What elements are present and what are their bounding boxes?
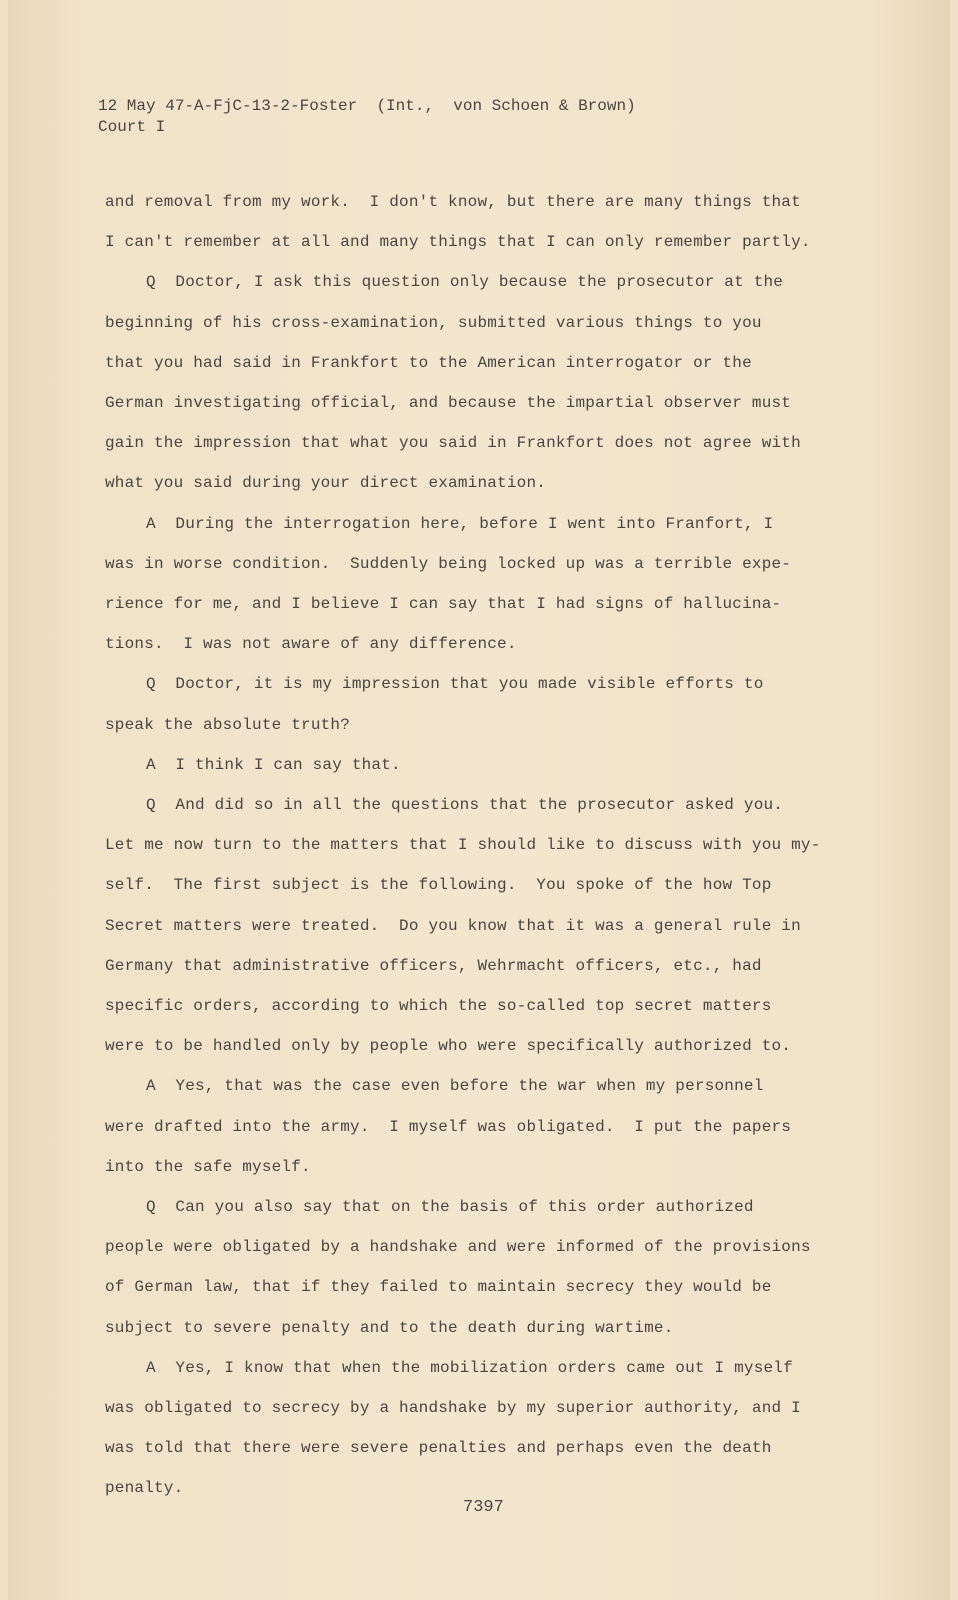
transcript-line: that you had said in Frankfort to the American interrogator or the [105, 353, 752, 372]
transcript-line: specific orders, according to which the so-called top secret matters [105, 997, 772, 1015]
transcript-line: gain the impression that what you said in Frankfort does not agree with [105, 434, 801, 453]
transcript-line: and removal from my work. I don't know, but there are many things that [105, 193, 801, 211]
transcript-line: of German law, that if they failed to maintain secrecy they would be [105, 1278, 772, 1297]
transcript-line: were drafted into the army. I myself was obligated. I put the papers [105, 1117, 792, 1136]
transcript-line: speak the absolute truth? [105, 715, 351, 734]
transcript-line: was told that there were severe penalties and perhaps even the death [105, 1439, 772, 1458]
transcript-line: subject to severe penalty and to the death during wartime. [105, 1318, 674, 1337]
transcript-line: was obligated to secrecy by a handshake by my superior authority, and I [105, 1399, 801, 1417]
transcript-line: people were obligated by a handshake and were informed of the provisions [105, 1238, 811, 1257]
transcript-line: Germany that administrative officers, Wehrmacht officers, etc., had [105, 956, 762, 975]
page-number: 7397 [463, 1498, 504, 1517]
transcript-line: A Yes, that was the case even before the war when my personnel [146, 1077, 764, 1096]
transcript-line: beginning of his cross-examination, submitted various things to you [105, 313, 762, 332]
transcript-line: were to be handled only by people who were specifically authorized to. [105, 1037, 792, 1056]
transcript-line: Q And did so in all the questions that the prosecutor asked you. [146, 796, 784, 814]
header-line-2: Court I [98, 118, 166, 136]
document-page [8, 0, 950, 1600]
transcript-line: into the safe myself. [105, 1157, 311, 1176]
transcript-line: what you said during your direct examination. [105, 474, 547, 493]
header-line-1: 12 May 47-A-FjC-13-2-Foster (Int., von Schoen & Brown) [98, 97, 636, 115]
transcript-line: German investigating official, and because the impartial observer must [105, 394, 792, 412]
transcript-line: I can't remember at all and many things that I can only remember partly. [105, 233, 811, 252]
transcript-line: Q Doctor, I ask this question only because the prosecutor at the [146, 273, 784, 292]
transcript-line: Q Can you also say that on the basis of this order authorized [146, 1198, 754, 1216]
transcript-line: rience for me, and I believe I can say that I had signs of hallucina- [105, 595, 782, 613]
transcript-line: Q Doctor, it is my impression that you made visible efforts to [146, 675, 764, 694]
transcript-line: was in worse condition. Suddenly being locked up was a terrible expe- [105, 554, 792, 573]
transcript-line: Let me now turn to the matters that I should like to discuss with you my- [105, 836, 821, 855]
transcript-line: A I think I can say that. [146, 755, 401, 774]
transcript-line: Secret matters were treated. Do you know that it was a general rule in [105, 916, 801, 935]
transcript-line: A During the interrogation here, before I went into Franfort, I [146, 514, 774, 533]
transcript-line: A Yes, I know that when the mobilization orders came out I myself [146, 1358, 793, 1377]
transcript-line: tions. I was not aware of any difference. [105, 635, 517, 654]
transcript-line: self. The first subject is the following. You spoke of the how Top [105, 876, 772, 895]
transcript-line: penalty. [105, 1479, 184, 1498]
